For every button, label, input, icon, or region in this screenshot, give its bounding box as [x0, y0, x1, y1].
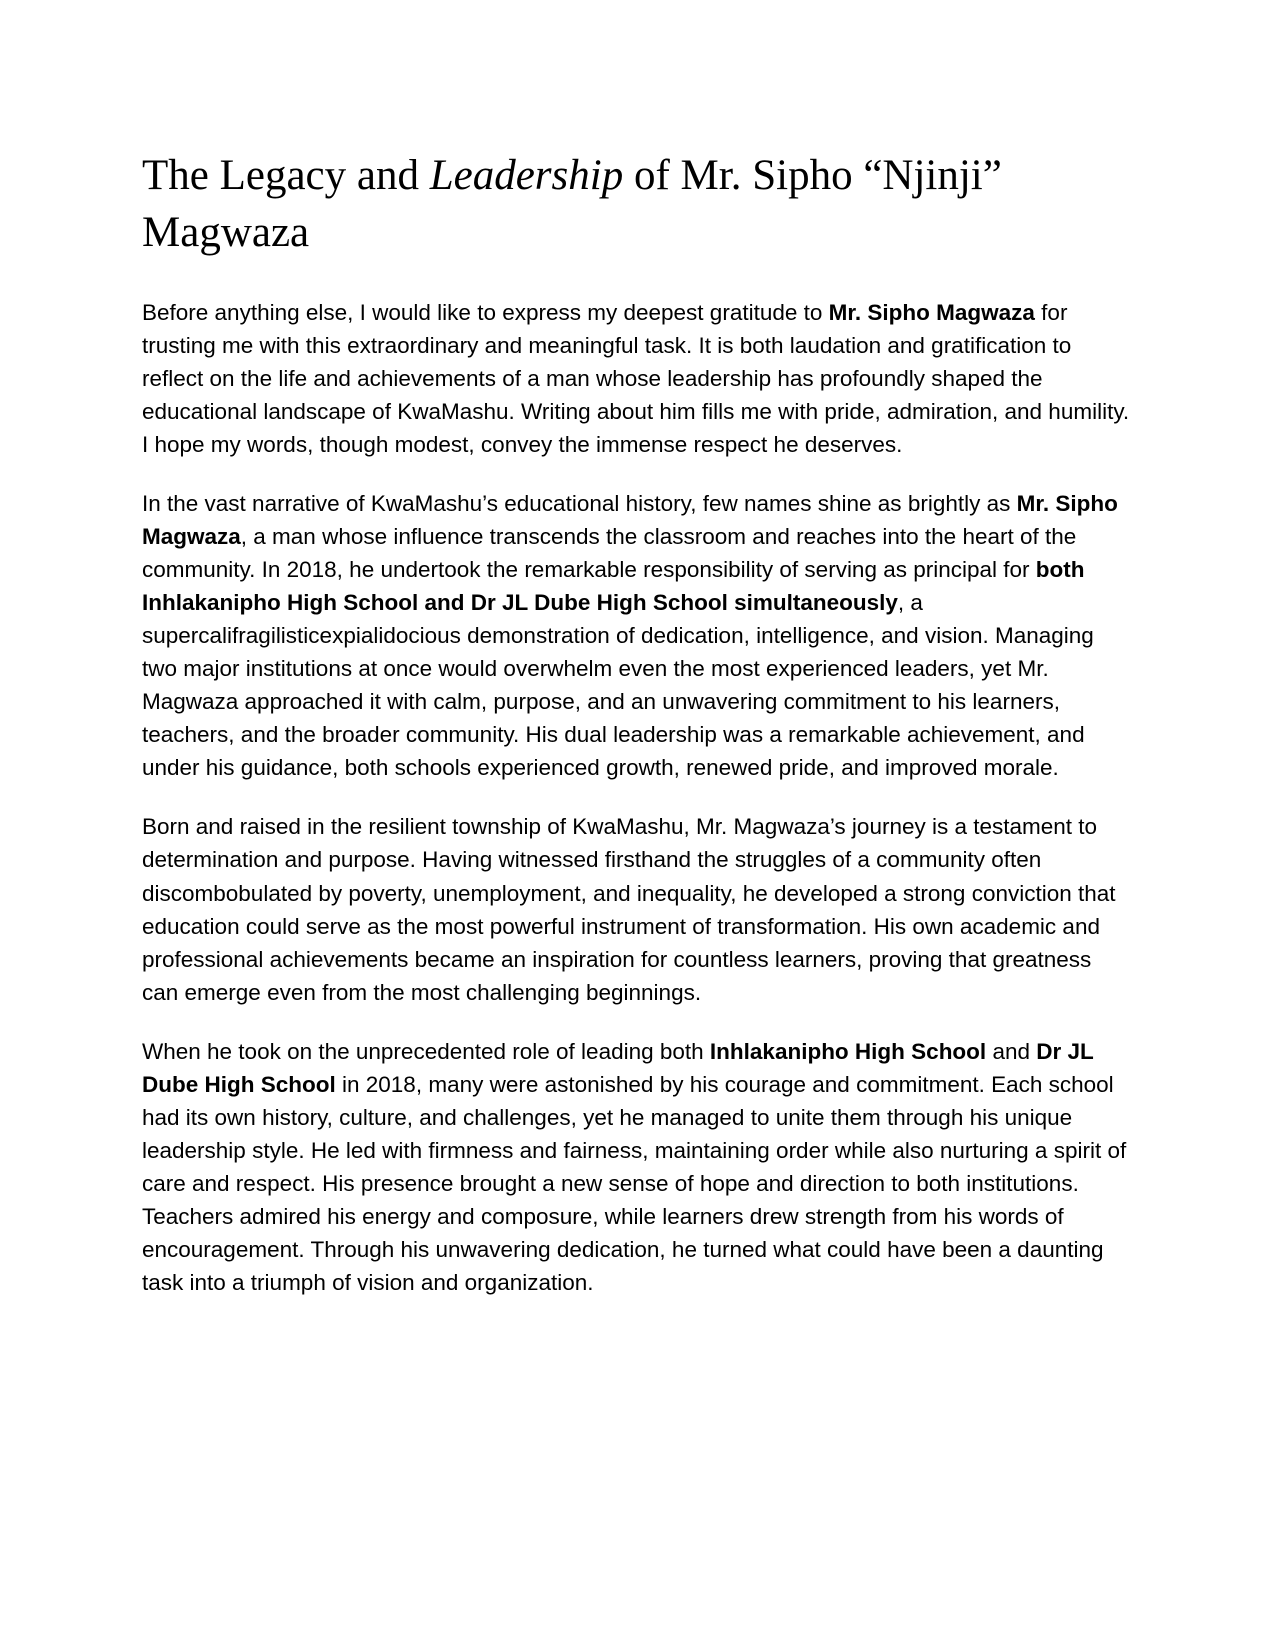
- text-run: in 2018, many were astonished by his courage and commitment. Each school had its own history, culture, and challenges, yet he managed to unite them through his unique leadership style. He led with firmness and fairness, maintaining order while also nurturing a spirit of care and respect. His presence brought a new sense of hope and direction to both institutions. Teachers admired his energy and composure, while learners drew strength from his words of encouragement. Through his unwavering dedication, he turned what could have been a daunting task into a triumph of vision and organization.: [142, 1071, 1133, 1296]
- text-run: and: [986, 1038, 1037, 1064]
- paragraph: [142, 296, 1136, 461]
- paragraph: [142, 1035, 1133, 1300]
- text-run: When he took on the unprecedented role of leading both: [142, 1038, 710, 1064]
- text-run: Mr. Sipho Magwaza: [828, 299, 1035, 325]
- text-run: In the vast narrative of KwaMashu’s educational history, few names shine as brightly as: [142, 490, 1017, 516]
- text-run: Leadership: [429, 152, 624, 199]
- text-run: Mr. Sipho Magwaza: [142, 490, 1125, 549]
- text-run: of Mr. Sipho “Njinji” Magwaza: [142, 152, 1002, 256]
- text-run: for trusting me with this extraordinary and meaningful task. It is both laudation and gratification to reflect on the life and achievements of a man whose leadership has profoundly shaped the educational landscape of KwaMashu. Writing about him fills me with pride, admiration, and humility. I hope my words, though modest, convey the immense respect he deserves.: [142, 299, 1136, 457]
- document-body: [142, 296, 1136, 1300]
- text-run: The Legacy and: [142, 152, 430, 199]
- document-title: [142, 148, 1133, 262]
- text-run: Inhlakanipho High School: [709, 1038, 987, 1064]
- text-run: , a supercalifragilisticexpialidocious demonstration of dedication, intelligence, and vision. Managing two major institutions at once would overwhelm even the most experienced leaders, yet Mr. Magwaza approached it with calm, purpose, and an unwavering commitment to his learners, teachers, and the broader community. His dual leadership was a remarkable achievement, and under his guidance, both schools experienced growth, renewed pride, and improved morale.: [142, 590, 1101, 781]
- text-run: , a man whose influence transcends the classroom and reaches into the heart of the community. In 2018, he undertook the remarkable responsibility of serving as principal for: [142, 523, 1083, 582]
- paragraph: [142, 810, 1133, 1008]
- text-run: Before anything else, I would like to express my deepest gratitude to: [142, 299, 829, 325]
- text-run: both Inhlakanipho High School and Dr JL Dube High School simultaneously: [142, 556, 1091, 615]
- paragraph: [142, 487, 1133, 785]
- text-run: Born and raised in the resilient township of KwaMashu, Mr. Magwaza’s journey is a testament to determination and purpose. Having witnessed firsthand the struggles of a community often discombobulated by poverty, unemployment, and inequality, he developed a strong conviction that education could serve as the most powerful instrument of transformation. His own academic and professional achievements became an inspiration for countless learners, proving that greatness can emerge even from the most challenging beginnings.: [142, 814, 1122, 1005]
- text-run: Dr JL Dube High School: [142, 1038, 1100, 1097]
